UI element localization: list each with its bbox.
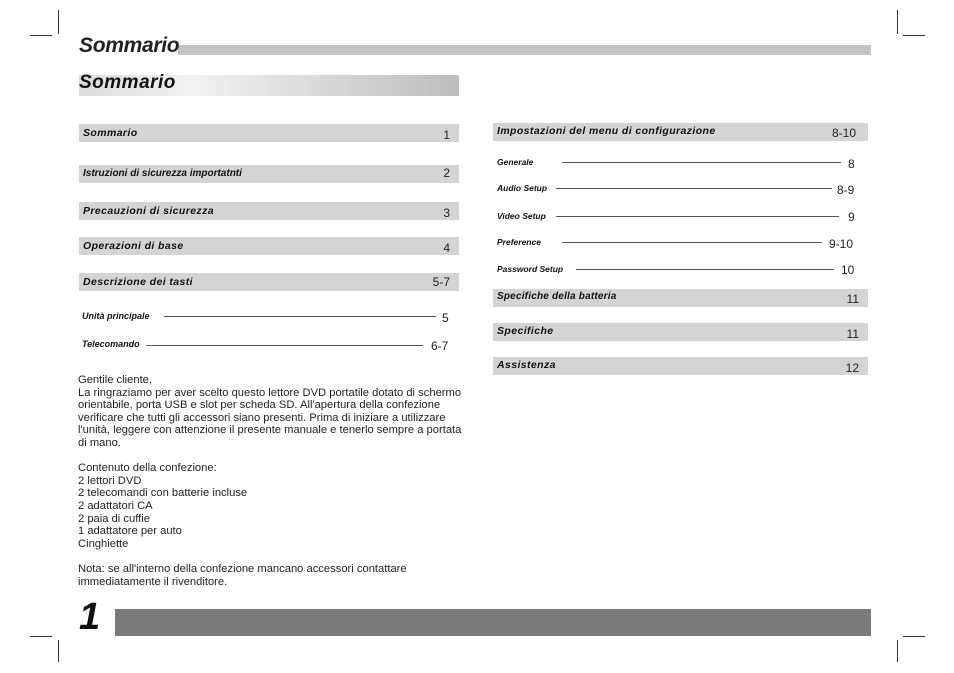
crop-mark	[897, 640, 898, 662]
toc-entry[interactable]	[493, 323, 868, 341]
note-line: immediatamente il rivenditore.	[78, 575, 228, 588]
toc-entry-label: Istruzioni di sicurezza importatnti	[83, 168, 242, 179]
toc-entry-page: 3	[443, 206, 450, 220]
toc-subentry-page: 6-7	[431, 339, 449, 353]
toc-entry-label: Sommario	[83, 127, 138, 139]
leader-line	[562, 242, 822, 243]
toc-entry-label: Assistenza	[497, 359, 556, 371]
toc-subentry-page: 9	[848, 210, 855, 224]
toc-entry-label: Descrizione dei tasti	[83, 276, 193, 288]
page-title: Sommario	[79, 34, 180, 57]
page-number: 1	[79, 596, 101, 638]
header-bar	[178, 45, 871, 55]
toc-entry-label: Specifiche	[497, 325, 554, 337]
toc-entry-label: Operazioni di base	[83, 240, 184, 252]
toc-entry-page: 12	[845, 361, 859, 375]
toc-subentry-label[interactable]: Preference	[497, 237, 541, 247]
intro-line: verificare che tutti gli accessori siano presenti. Prima di iniziare a utilizzare	[78, 411, 446, 424]
toc-subentry-label[interactable]: Audio Setup	[497, 183, 548, 193]
contents-item: 1 adattatore per auto	[78, 525, 182, 538]
crop-mark	[58, 10, 59, 34]
toc-entry-page: 11	[846, 327, 859, 341]
crop-mark	[903, 636, 925, 637]
contents-item: 2 adattatori CA	[78, 499, 153, 512]
leader-line	[556, 216, 839, 217]
toc-entry-page: 1	[443, 128, 450, 142]
crop-mark	[30, 636, 52, 637]
contents-item: 2 paia di cuffie	[78, 512, 150, 525]
toc-entry[interactable]	[79, 237, 459, 255]
leader-line	[556, 188, 832, 189]
toc-entry[interactable]	[493, 289, 868, 307]
note-line: Nota: se all'interno della confezione mancano accessori contattare	[78, 562, 407, 575]
contents-item: 2 telecomandi con batterie incluse	[78, 487, 248, 500]
toc-entry[interactable]	[79, 124, 459, 142]
intro-line: l'unità, leggere con attenzione il presente manuale e tenerlo sempre a portata	[78, 424, 462, 437]
intro-line: di mano.	[78, 436, 121, 449]
leader-line	[164, 316, 436, 317]
toc-subentry-page: 8	[848, 157, 855, 171]
contents-item: 2 lettori DVD	[78, 474, 142, 487]
section-title: Sommario	[79, 72, 176, 93]
intro-text	[78, 374, 503, 588]
leader-line	[146, 345, 423, 346]
toc-subentry-label[interactable]: Video Setup	[497, 211, 546, 221]
toc-subentry-label[interactable]: Unità principale	[82, 311, 150, 321]
footer-bar	[115, 609, 871, 636]
contents-item: Cinghiette	[78, 537, 129, 550]
contents-heading: Contenuto della confezione:	[78, 462, 217, 475]
toc-entry-page: 4	[443, 241, 450, 255]
toc-entry-page: 2	[443, 166, 450, 180]
crop-mark	[58, 640, 59, 662]
leader-line	[576, 269, 834, 270]
toc-entry-label: Impostazioni del menu di configurazione	[497, 125, 716, 137]
crop-mark	[903, 35, 925, 36]
toc-subentry-page: 5	[442, 311, 449, 325]
toc-entry-page: 8-10	[831, 126, 856, 140]
toc-subentry-label[interactable]: Password Setup	[497, 264, 564, 274]
toc-entry[interactable]	[493, 123, 868, 141]
crop-mark	[897, 10, 898, 34]
toc-entry[interactable]	[493, 357, 868, 375]
toc-entry[interactable]	[79, 165, 459, 183]
crop-mark	[30, 35, 52, 36]
toc-entry-page: 11	[846, 292, 859, 306]
toc-subentry-label[interactable]: Telecomando	[82, 339, 140, 349]
toc-entry[interactable]	[79, 273, 459, 291]
toc-subentry-page: 10	[841, 263, 855, 277]
toc-entry-label: Specifiche della batteria	[497, 291, 617, 302]
intro-line: La ringraziamo per aver scelto questo lettore DVD portatile dotato di schermo	[78, 386, 462, 399]
toc-entry-label: Precauzioni di sicurezza	[83, 205, 214, 217]
greeting: Gentile cliente,	[78, 374, 153, 386]
toc-subentry-label[interactable]: Generale	[497, 157, 534, 167]
toc-subentry-page: 9-10	[829, 237, 854, 251]
leader-line	[562, 162, 841, 163]
toc-entry[interactable]	[79, 202, 459, 220]
toc-entry-page: 5-7	[432, 275, 450, 289]
toc-subentry-page: 8-9	[837, 183, 855, 197]
intro-line: orientabile, porta USB e slot per scheda SD. All'apertura della confezione	[78, 399, 441, 412]
